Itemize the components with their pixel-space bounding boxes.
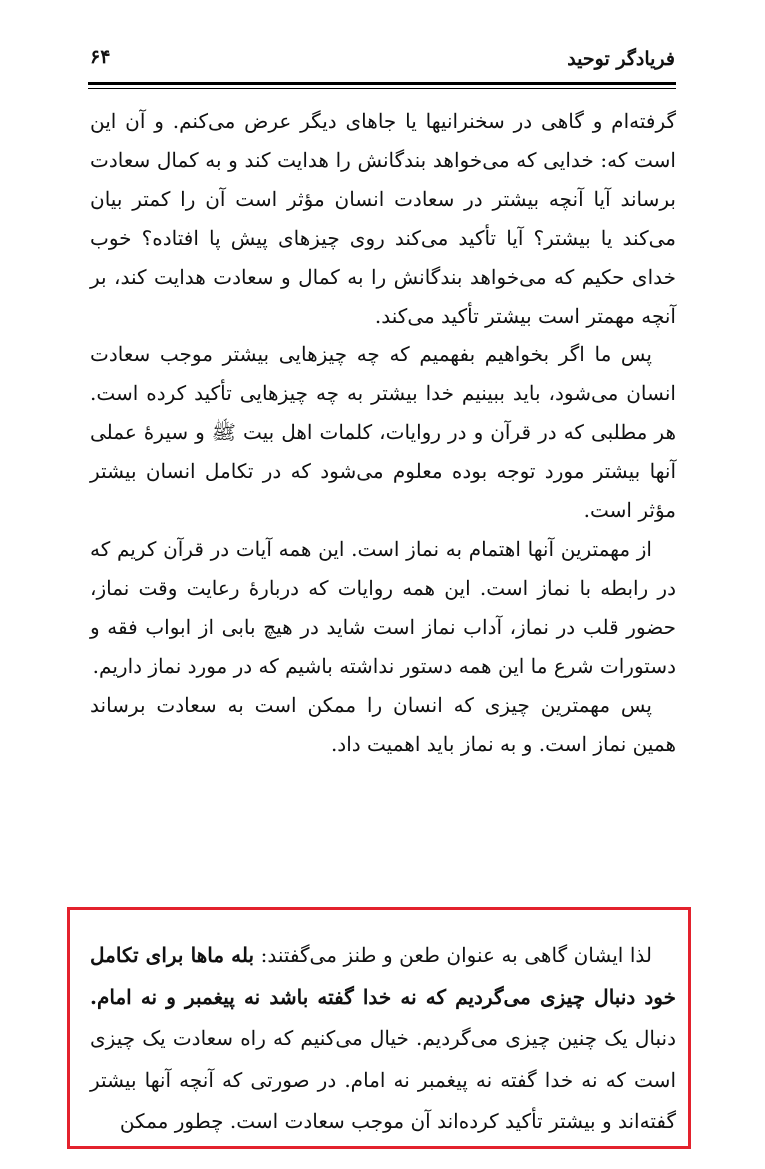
running-title: فریادگر توحید: [567, 48, 675, 70]
highlighted-paragraph: [90, 935, 676, 1143]
paragraph-2: پس ما اگر بخواهیم بفهمیم که چه چیزهایی بیشتر موجب سعادت انسان می‌شود، باید ببینیم خدا بیشتر به چه چیزهایی تأکید کرده است. هر مطلبی که در قرآن و در روایات، کلمات اهل بیت ﷺ و سیرهٔ عملی آنها بیشتر مورد توجه بوده معلوم می‌شود که در تکامل انسان بیشتر مؤثر است.: [90, 342, 676, 523]
highlighted-text-bold: بله ماها برای تکامل خود دنبال چیزی می‌گردیم که نه خدا گفته باشد نه پیغمبر و نه امام.: [90, 943, 676, 1009]
paragraph-4: پس مهمترین چیزی که انسان را ممکن است به سعادت برساند همین نماز است. و به نماز باید اهمیت داد.: [90, 692, 676, 756]
paragraph-1: گرفته‌ام و گاهی در سخنرانیها یا جاهای دیگر عرض می‌کنم. و آن این است که: خدایی که می‌خواهد بندگانش را هدایت کند و به کمال سعادت برساند آیا آنچه بیشتر در سعادت انسان مؤثر است آن را کمتر بیان می‌کند یا بیشتر؟ آیا تأکید می‌کند روی چیزهای پیش پا افتاده؟ خوب خدای حکیم که می‌خواهد بندگانش را به کمال و سعادت هدایت کند، بر آنچه مهمتر است بیشتر تأکید می‌کند.: [90, 109, 676, 328]
body-text: [90, 102, 676, 763]
header-rule-thin: [88, 88, 676, 89]
paragraph-3: از مهمترین آنها اهتمام به نماز است. این همه آیات در قرآن کریم که در رابطه با نماز است. این همه روایات که دربارهٔ رعایت وقت نماز، حضور قلب در نماز، آداب نماز است شاید در هیچ بابی از ابواب فقه و دستورات شرع ما این همه دستور نداشته باشیم که در مورد نماز داریم.: [90, 536, 676, 678]
header-rule-thick: [88, 82, 676, 85]
page-header: [90, 44, 675, 74]
highlighted-text-part-1: لذا ایشان گاهی به عنوان طعن و طنز می‌گفتند:: [254, 943, 653, 967]
page-number: ۶۴: [90, 46, 111, 68]
highlighted-text-part-2: دنبال یک چنین چیزی می‌گردیم. خیال می‌کنیم که راه سعادت یک چیزی است که نه خدا گفته نه پیغمبر نه امام. در صورتی که آنچه آنها بیشتر گفته‌اند و بیشتر تأکید کرده‌اند آن موجب سعادت است. چطور ممکن: [90, 1026, 676, 1133]
